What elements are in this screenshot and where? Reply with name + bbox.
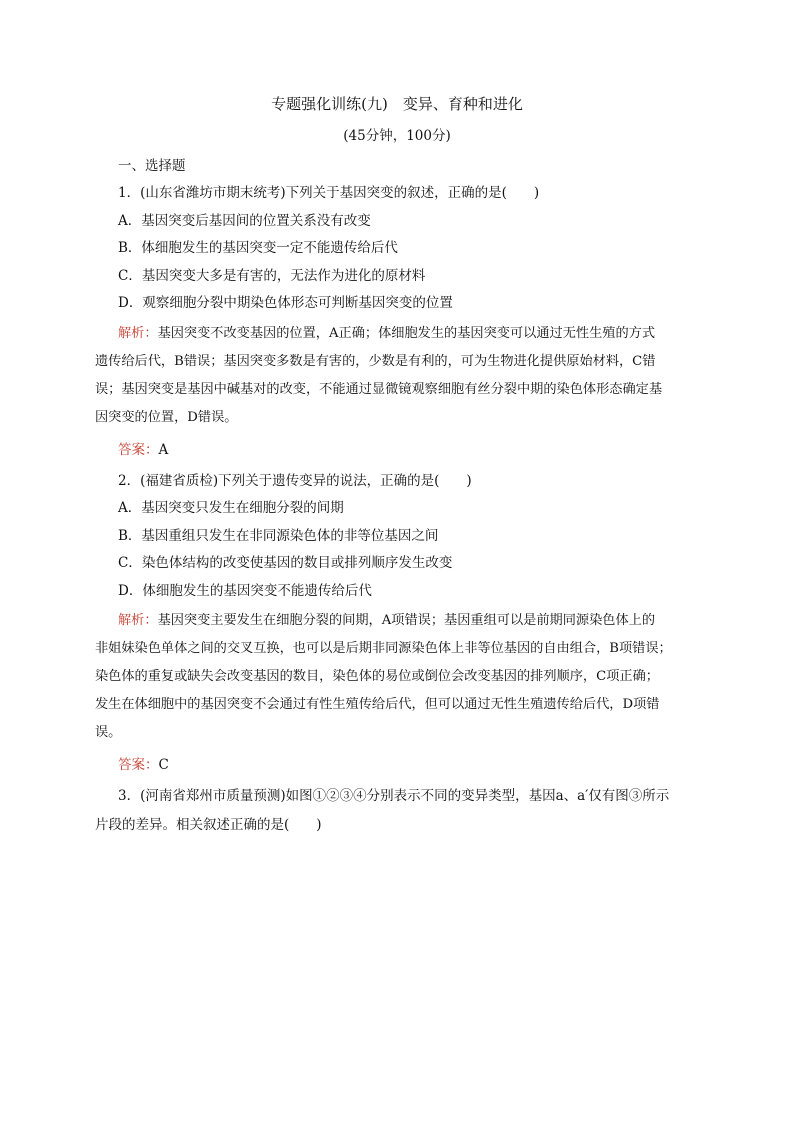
option-b: B．基因重组只发生在非同源染色体的非等位基因之间 xyxy=(118,527,439,544)
analysis-line: 误。 xyxy=(95,725,122,740)
analysis-line: 因突变的位置，D错误。 xyxy=(95,409,238,425)
answer-label: 答案： xyxy=(118,441,159,458)
analysis-block xyxy=(95,320,700,432)
page-title: 专题强化训练(九) 变异、育种和进化 xyxy=(271,95,523,113)
analysis-label: 解析： xyxy=(118,613,158,628)
answer-line xyxy=(95,751,700,779)
analysis-label: 解析： xyxy=(118,325,158,341)
answer-value: C xyxy=(158,757,169,773)
question-stem: 1．(山东省潍坊市期末统考)下列关于基因突变的叙述，正确的是( ) xyxy=(118,185,540,201)
question-stem-line: 3．(河南省郑州市质量预测)如图①②③④分别表示不同的变异类型，基因a、a′仅有图③所示 xyxy=(118,788,670,804)
page-subtitle: (45分钟，100分) xyxy=(343,128,451,144)
question-2 xyxy=(95,468,700,780)
question-stem-line: 片段的差异。相关叙述正确的是( ) xyxy=(95,816,322,833)
analysis-line: 发生在体细胞中的基因突变不会通过有性生殖传给后代，但可以通过无性生殖遗传给后代，D项错 xyxy=(95,697,660,712)
question-stem: 2．(福建省质检)下列关于遗传变异的说法，正确的是( ) xyxy=(118,472,472,489)
option-d: D．体细胞发生的基因突变不能遗传给后代 xyxy=(118,582,372,599)
option-a: A．基因突变只发生在细胞分裂的间期 xyxy=(118,500,344,516)
document-body xyxy=(95,152,700,839)
analysis-line: 遗传给后代，B错误；基因突变多数是有害的，少数是有利的，可为生物进化提供原始材料，C错 xyxy=(95,353,656,369)
question-3 xyxy=(95,783,700,839)
answer-value: A xyxy=(158,441,169,458)
analysis-block xyxy=(95,607,700,747)
option-b: B．体细胞发生的基因突变一定不能遗传给后代 xyxy=(118,240,398,256)
option-c: C．基因突变大多是有害的，无法作为进化的原材料 xyxy=(118,267,426,284)
answer-line xyxy=(95,436,700,464)
analysis-text: 基因突变不改变基因的位置，A正确；体细胞发生的基因突变可以通过无性生殖的方式 xyxy=(157,325,656,341)
answer-label: 答案： xyxy=(118,757,159,773)
analysis-line xyxy=(95,320,700,348)
analysis-text: 基因突变主要发生在细胞分裂的间期，A项错误；基因重组可以是前期同源染色体上的 xyxy=(157,613,656,628)
question-1 xyxy=(95,180,700,464)
analysis-line: 误；基因突变是基因中碱基对的改变，不能通过显微镜观察细胞有丝分裂中期的染色体形态确定基 xyxy=(95,381,663,397)
analysis-line: 染色体的重复或缺失会改变基因的数目，染色体的易位或倒位会改变基因的排列顺序，C项正确； xyxy=(95,669,659,684)
option-a: A．基因突变后基因间的位置关系没有改变 xyxy=(118,212,371,229)
analysis-line xyxy=(95,607,700,635)
analysis-line: 非姐妹染色单体之间的交叉互换，也可以是后期非同源染色体上非等位基因的自由组合，B项错误； xyxy=(95,641,672,656)
section-heading: 一、选择题 xyxy=(118,158,186,174)
option-d: D．观察细胞分裂中期染色体形态可判断基因突变的位置 xyxy=(118,295,453,311)
option-c: C．染色体结构的改变使基因的数目或排列顺序发生改变 xyxy=(118,555,453,571)
